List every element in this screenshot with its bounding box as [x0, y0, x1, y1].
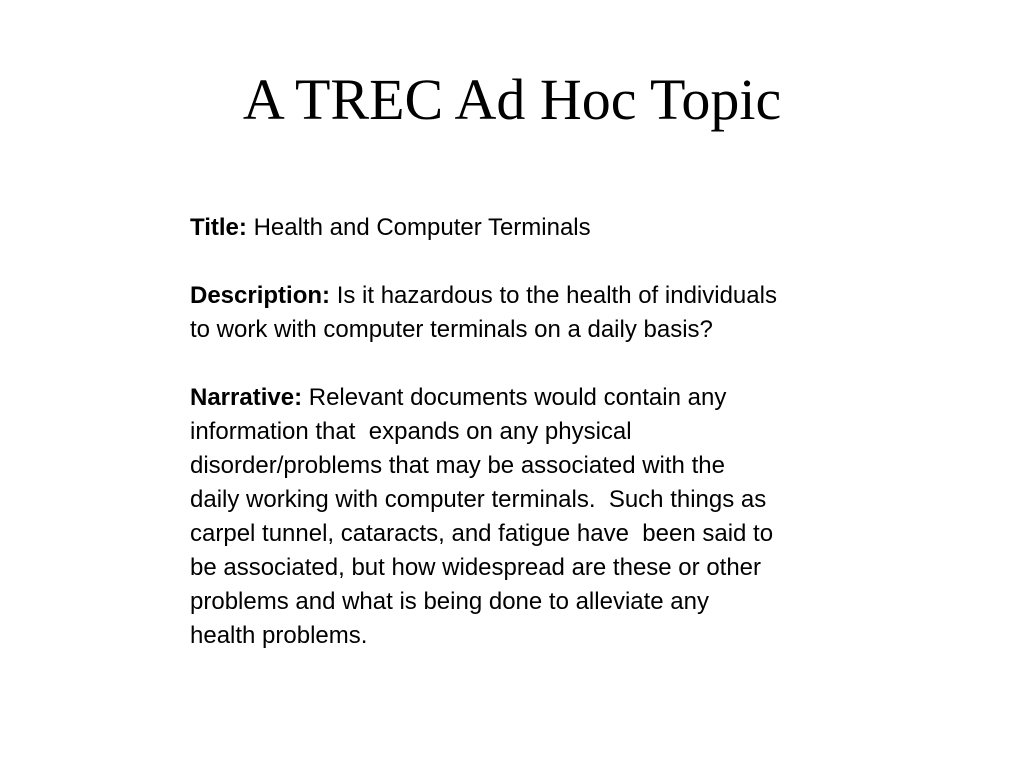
- title-label: Title:: [190, 214, 247, 241]
- narrative-text-line-2: information that expands on any physical: [190, 418, 632, 445]
- narrative-text-line-3: disorder/problems that may be associated with the: [190, 452, 725, 479]
- title-field: [190, 211, 910, 245]
- title-text-line-1: Health and Computer Terminals: [253, 214, 591, 241]
- narrative-text-line-5: carpel tunnel, cataracts, and fatigue have been said to: [190, 520, 774, 547]
- narrative-field: [190, 381, 910, 653]
- slide-title: A TREC Ad Hoc Topic: [242, 67, 782, 132]
- narrative-text-line-8: health problems.: [190, 622, 368, 649]
- narrative-text-line-1: Relevant documents would contain any: [308, 384, 727, 411]
- narrative-label: Narrative:: [190, 384, 303, 411]
- narrative-text-line-4: daily working with computer terminals. Such things as: [190, 486, 767, 513]
- narrative-text-line-7: problems and what is being done to alleviate any: [190, 588, 709, 615]
- topic-body: [190, 211, 910, 653]
- description-label: Description:: [190, 282, 331, 309]
- description-text-line-2: to work with computer terminals on a daily basis?: [190, 316, 713, 343]
- narrative-text-line-6: be associated, but how widespread are these or other: [190, 554, 762, 581]
- description-text-line-1: Is it hazardous to the health of individuals: [336, 282, 777, 309]
- description-field: [190, 279, 910, 347]
